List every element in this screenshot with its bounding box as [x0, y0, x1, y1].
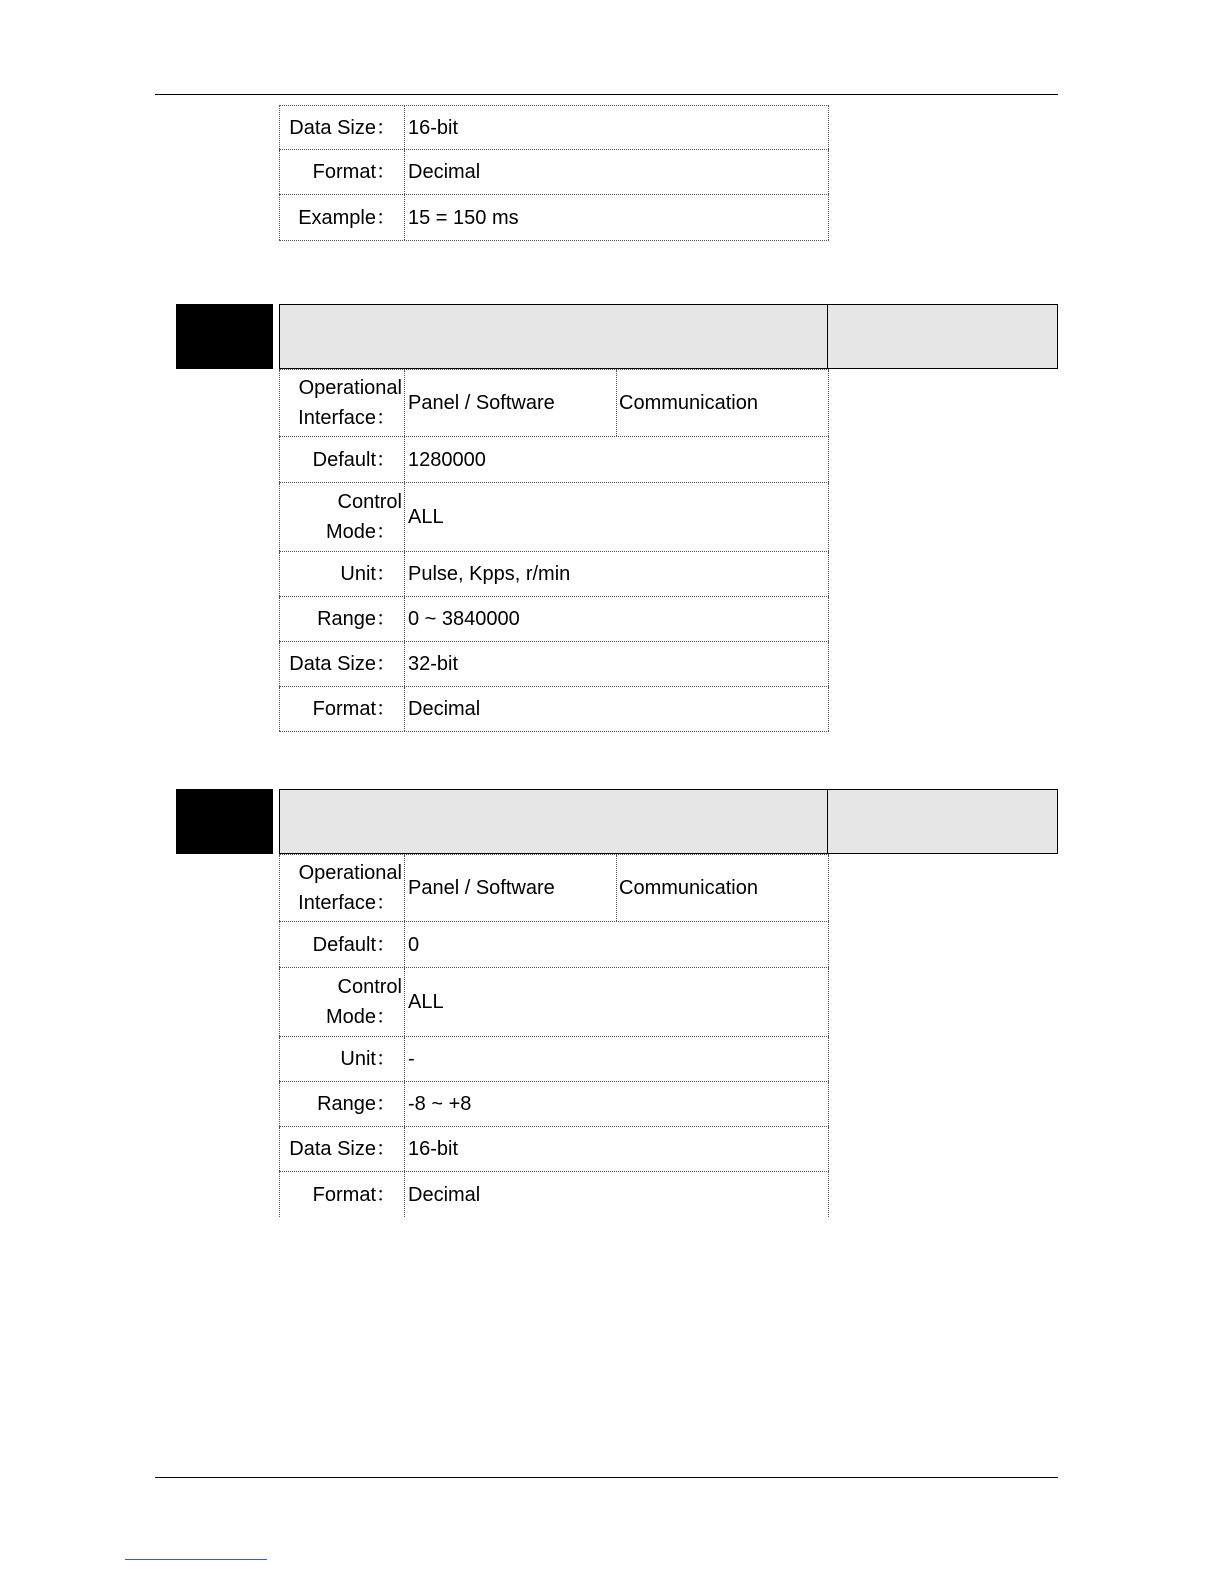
row-label: Format： — [279, 150, 405, 194]
row-label — [279, 370, 405, 436]
table-row-interface — [279, 369, 829, 437]
table-row-data-size — [279, 642, 829, 687]
table-row-format — [279, 687, 829, 732]
label-line: Interface： — [298, 407, 396, 429]
table-row-interface — [279, 854, 829, 922]
row-label: Data Size： — [279, 642, 405, 686]
param-address-cell — [279, 789, 373, 854]
param-header-1 — [0, 304, 1224, 370]
interface-communication: Communication — [619, 392, 758, 414]
param-code-tab — [176, 304, 273, 369]
row-label: Range： — [279, 1082, 405, 1126]
param-name-cell — [372, 304, 828, 369]
row-label: Unit： — [279, 552, 405, 596]
interface-panel-software: Panel / Software — [405, 370, 617, 436]
row-label: Default： — [279, 922, 405, 967]
row-value: 16-bit — [405, 1127, 829, 1171]
table-row-default — [279, 922, 829, 968]
row-value: Decimal — [405, 1172, 829, 1217]
row-label: Unit： — [279, 1037, 405, 1081]
row-value: ALL — [405, 483, 829, 551]
param-header-2 — [0, 789, 1224, 855]
label-line: Mode： — [325, 521, 396, 543]
row-label: Data Size： — [279, 1127, 405, 1171]
label-line: Mode： — [325, 1006, 396, 1028]
row-value: 16-bit — [405, 106, 829, 149]
table-row-control-mode — [279, 483, 829, 552]
row-value: ALL — [405, 968, 829, 1036]
row-value: Decimal — [405, 687, 829, 731]
row-label: Default： — [279, 437, 405, 482]
table-row — [279, 105, 829, 150]
table-row-control-mode — [279, 968, 829, 1037]
interface-communication: Communication — [619, 877, 758, 899]
param-address-cell — [279, 304, 373, 369]
table-row-range — [279, 597, 829, 642]
param-table-continued — [279, 105, 829, 241]
row-value: 32-bit — [405, 642, 829, 686]
top-rule — [155, 94, 1058, 95]
row-value — [405, 370, 829, 436]
param-ref-cell — [828, 789, 1058, 854]
row-label: Data Size： — [279, 106, 405, 149]
table-row-unit — [279, 552, 829, 597]
row-value: - — [405, 1037, 829, 1081]
param-name-cell — [372, 789, 828, 854]
row-value: 15 = 150 ms — [405, 195, 829, 240]
row-label: Range： — [279, 597, 405, 641]
param-table-2 — [279, 854, 829, 1217]
label-line: Control — [337, 491, 402, 513]
row-label — [279, 483, 405, 551]
table-row — [279, 195, 829, 241]
row-value: Decimal — [405, 150, 829, 194]
row-label: Example： — [279, 195, 405, 240]
table-row-range — [279, 1082, 829, 1127]
label-line: Control — [337, 976, 402, 998]
table-row-unit — [279, 1037, 829, 1082]
param-ref-cell — [828, 304, 1058, 369]
row-value: -8 ~ +8 — [405, 1082, 829, 1126]
label-line: Interface： — [298, 892, 396, 914]
row-value — [405, 855, 829, 921]
bottom-rule — [155, 1477, 1058, 1478]
label-line: Operational — [298, 862, 402, 884]
row-label — [279, 855, 405, 921]
table-row — [279, 150, 829, 195]
label-line: Operational — [298, 377, 402, 399]
interface-panel-software: Panel / Software — [405, 855, 617, 921]
param-code-tab — [176, 789, 273, 854]
table-row-format — [279, 1172, 829, 1217]
row-value: 0 — [405, 922, 829, 967]
param-table-1 — [279, 369, 829, 732]
row-label: Format： — [279, 687, 405, 731]
row-value: Pulse, Kpps, r/min — [405, 552, 829, 596]
row-label — [279, 968, 405, 1036]
row-value: 0 ~ 3840000 — [405, 597, 829, 641]
table-row-default — [279, 437, 829, 483]
row-value: 1280000 — [405, 437, 829, 482]
footer-link-underline[interactable] — [125, 1559, 267, 1560]
table-row-data-size — [279, 1127, 829, 1172]
row-label: Format： — [279, 1172, 405, 1217]
